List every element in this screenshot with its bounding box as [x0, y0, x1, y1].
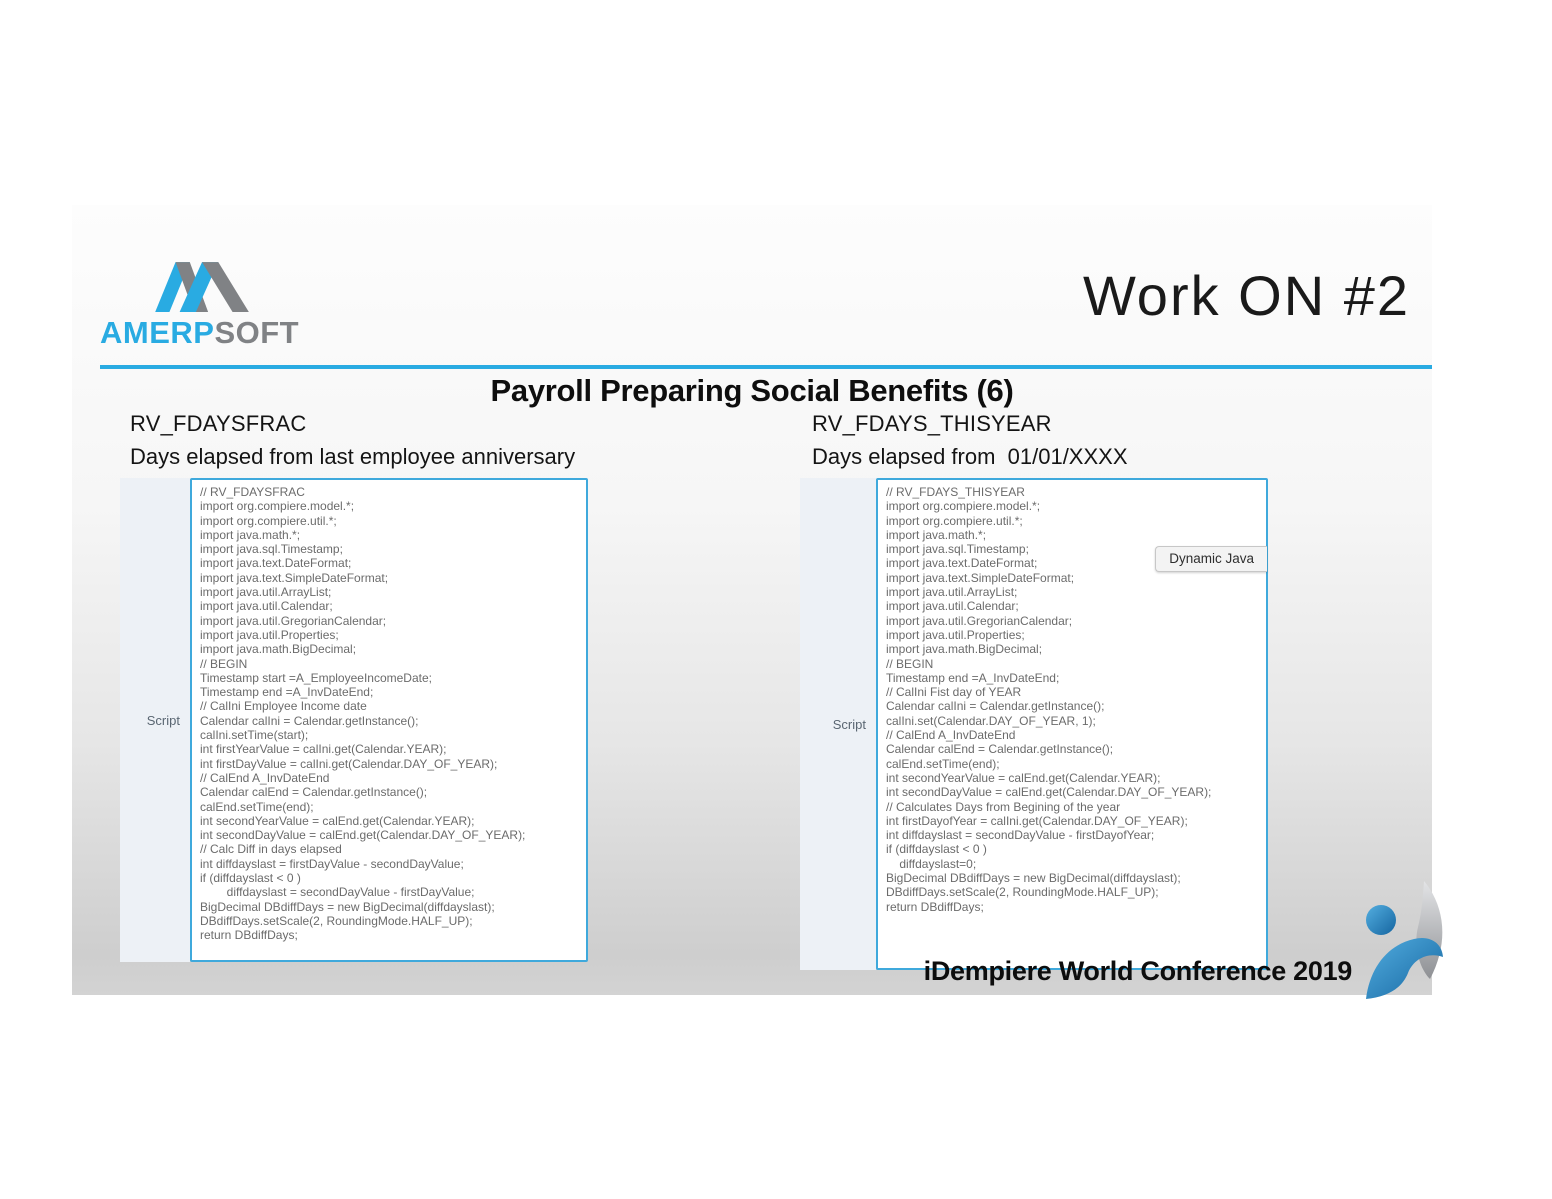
code-line: BigDecimal DBdiffDays = new BigDecimal(diffdayslast);	[200, 899, 495, 914]
code-line: int secondDayValue = calEnd.get(Calendar.DAY_OF_YEAR);	[886, 785, 1212, 800]
code-line: int firstDayValue = calIni.get(Calendar.DAY_OF_YEAR);	[200, 756, 498, 771]
code-line: DBdiffDays.setScale(2, RoundingMode.HALF_UP);	[200, 913, 473, 928]
script-panel-fdaysfrac	[120, 478, 588, 962]
code-line: calEnd.setTime(end);	[886, 756, 1000, 771]
code-line: Calendar calEnd = Calendar.getInstance();	[200, 785, 428, 800]
code-line: import java.text.SimpleDateFormat;	[886, 570, 1075, 585]
code-line: import org.compiere.util.*;	[200, 513, 337, 528]
code-line: // BEGIN	[886, 656, 934, 671]
code-line: return DBdiffDays;	[886, 899, 984, 914]
code-line: Timestamp start =A_EmployeeIncomeDate;	[200, 670, 432, 685]
code-line: import java.math.*;	[200, 527, 301, 542]
code-line: import java.util.Properties;	[886, 627, 1025, 642]
brand-wordmark	[100, 315, 299, 351]
code-line: import java.util.ArrayList;	[886, 585, 1018, 600]
code-line: if (diffdayslast < 0 )	[886, 842, 987, 857]
brand-name-secondary: SOFT	[214, 315, 300, 350]
left-view-description: Days elapsed from last employee anniversary	[130, 444, 576, 469]
presentation-slide	[72, 205, 1432, 995]
code-line: BigDecimal DBdiffDays = new BigDecimal(diffdayslast);	[886, 871, 1181, 886]
code-line: Timestamp end =A_InvDateEnd;	[886, 670, 1060, 685]
code-line: // RV_FDAYSFRAC	[200, 485, 305, 499]
code-line: import java.text.SimpleDateFormat;	[200, 570, 389, 585]
right-column-header	[812, 411, 1452, 470]
code-line: import java.math.*;	[886, 527, 987, 542]
amerpsoft-m-icon	[145, 258, 257, 312]
code-line: import java.util.GregorianCalendar;	[886, 613, 1073, 628]
code-line: // CalEnd A_InvDateEnd	[886, 728, 1016, 743]
code-line: // CalIni Employee Income date	[200, 699, 367, 714]
code-line: Calendar calIni = Calendar.getInstance();	[886, 699, 1105, 714]
code-line: int secondDayValue = calEnd.get(Calendar.DAY_OF_YEAR);	[200, 828, 526, 843]
code-line: // CalEnd A_InvDateEnd	[200, 770, 330, 785]
code-line: calEnd.setTime(end);	[200, 799, 314, 814]
code-line: int firstDayofYear = calIni.get(Calendar.DAY_OF_YEAR);	[886, 813, 1188, 828]
code-line: diffdayslast = secondDayValue - firstDayValue;	[200, 885, 475, 900]
left-view-name: RV_FDAYSFRAC	[130, 411, 307, 436]
code-line: int diffdayslast = secondDayValue - firstDayofYear;	[886, 828, 1155, 843]
code-line: import java.math.BigDecimal;	[200, 642, 357, 657]
code-line: diffdayslast=0;	[886, 856, 977, 871]
code-line: import java.text.DateFormat;	[886, 556, 1038, 571]
code-line: import java.text.DateFormat;	[200, 556, 352, 571]
code-line: // Calculates Days from Begining of the year	[886, 799, 1121, 814]
code-line: import java.util.GregorianCalendar;	[200, 613, 387, 628]
code-line: import java.util.ArrayList;	[200, 585, 332, 600]
script-field-label: Script	[800, 478, 876, 970]
code-line: // CalIni Fist day of YEAR	[886, 685, 1022, 700]
right-view-description: Days elapsed from 01/01/XXXX	[812, 444, 1128, 469]
code-line: import java.sql.Timestamp;	[886, 542, 1029, 557]
code-line: import org.compiere.util.*;	[886, 513, 1023, 528]
code-line: Timestamp end =A_InvDateEnd;	[200, 685, 374, 700]
code-line: // BEGIN	[200, 656, 248, 671]
code-line: // Calc Diff in days elapsed	[200, 842, 342, 857]
accent-divider-line	[100, 365, 1432, 369]
code-line: DBdiffDays.setScale(2, RoundingMode.HALF_UP);	[886, 885, 1159, 900]
conference-footer: iDempiere World Conference 2019	[923, 956, 1352, 986]
code-line: import java.sql.Timestamp;	[200, 542, 343, 557]
code-line: calIni.set(Calendar.DAY_OF_YEAR, 1);	[886, 713, 1096, 728]
idempiere-logo-icon	[1352, 880, 1452, 1002]
code-line: int diffdayslast = firstDayValue - secondDayValue;	[200, 856, 464, 871]
code-line: import org.compiere.model.*;	[200, 499, 355, 514]
code-line: int firstYearValue = calIni.get(Calendar.YEAR);	[200, 742, 447, 757]
code-line: // RV_FDAYS_THISYEAR	[886, 485, 1025, 499]
code-line: import org.compiere.model.*;	[886, 499, 1041, 514]
code-line: int secondYearValue = calEnd.get(Calendar.YEAR);	[200, 813, 475, 828]
script-field-label: Script	[120, 478, 190, 962]
script-code-textarea	[190, 478, 588, 962]
right-view-name: RV_FDAYS_THISYEAR	[812, 411, 1052, 436]
code-line: import java.math.BigDecimal;	[886, 642, 1043, 657]
code-line: import java.util.Calendar;	[200, 599, 333, 614]
code-line: import java.util.Properties;	[200, 627, 339, 642]
code-line: Calendar calIni = Calendar.getInstance();	[200, 713, 419, 728]
code-line: if (diffdayslast < 0 )	[200, 871, 301, 886]
script-panel-fdays-thisyear	[800, 478, 1268, 970]
brand-name-primary: AMERP	[100, 315, 215, 350]
slide-title: Work ON #2	[1082, 264, 1410, 327]
code-line: calIni.setTime(start);	[200, 728, 309, 743]
code-line: Calendar calEnd = Calendar.getInstance();	[886, 742, 1114, 757]
code-line: return DBdiffDays;	[200, 928, 298, 943]
code-line: int secondYearValue = calEnd.get(Calendar.YEAR);	[886, 770, 1161, 785]
code-line: import java.util.Calendar;	[886, 599, 1019, 614]
section-heading: Payroll Preparing Social Benefits (6)	[490, 373, 1014, 408]
dynamic-java-tooltip: Dynamic Java	[1155, 546, 1267, 572]
left-column-header	[130, 411, 770, 470]
